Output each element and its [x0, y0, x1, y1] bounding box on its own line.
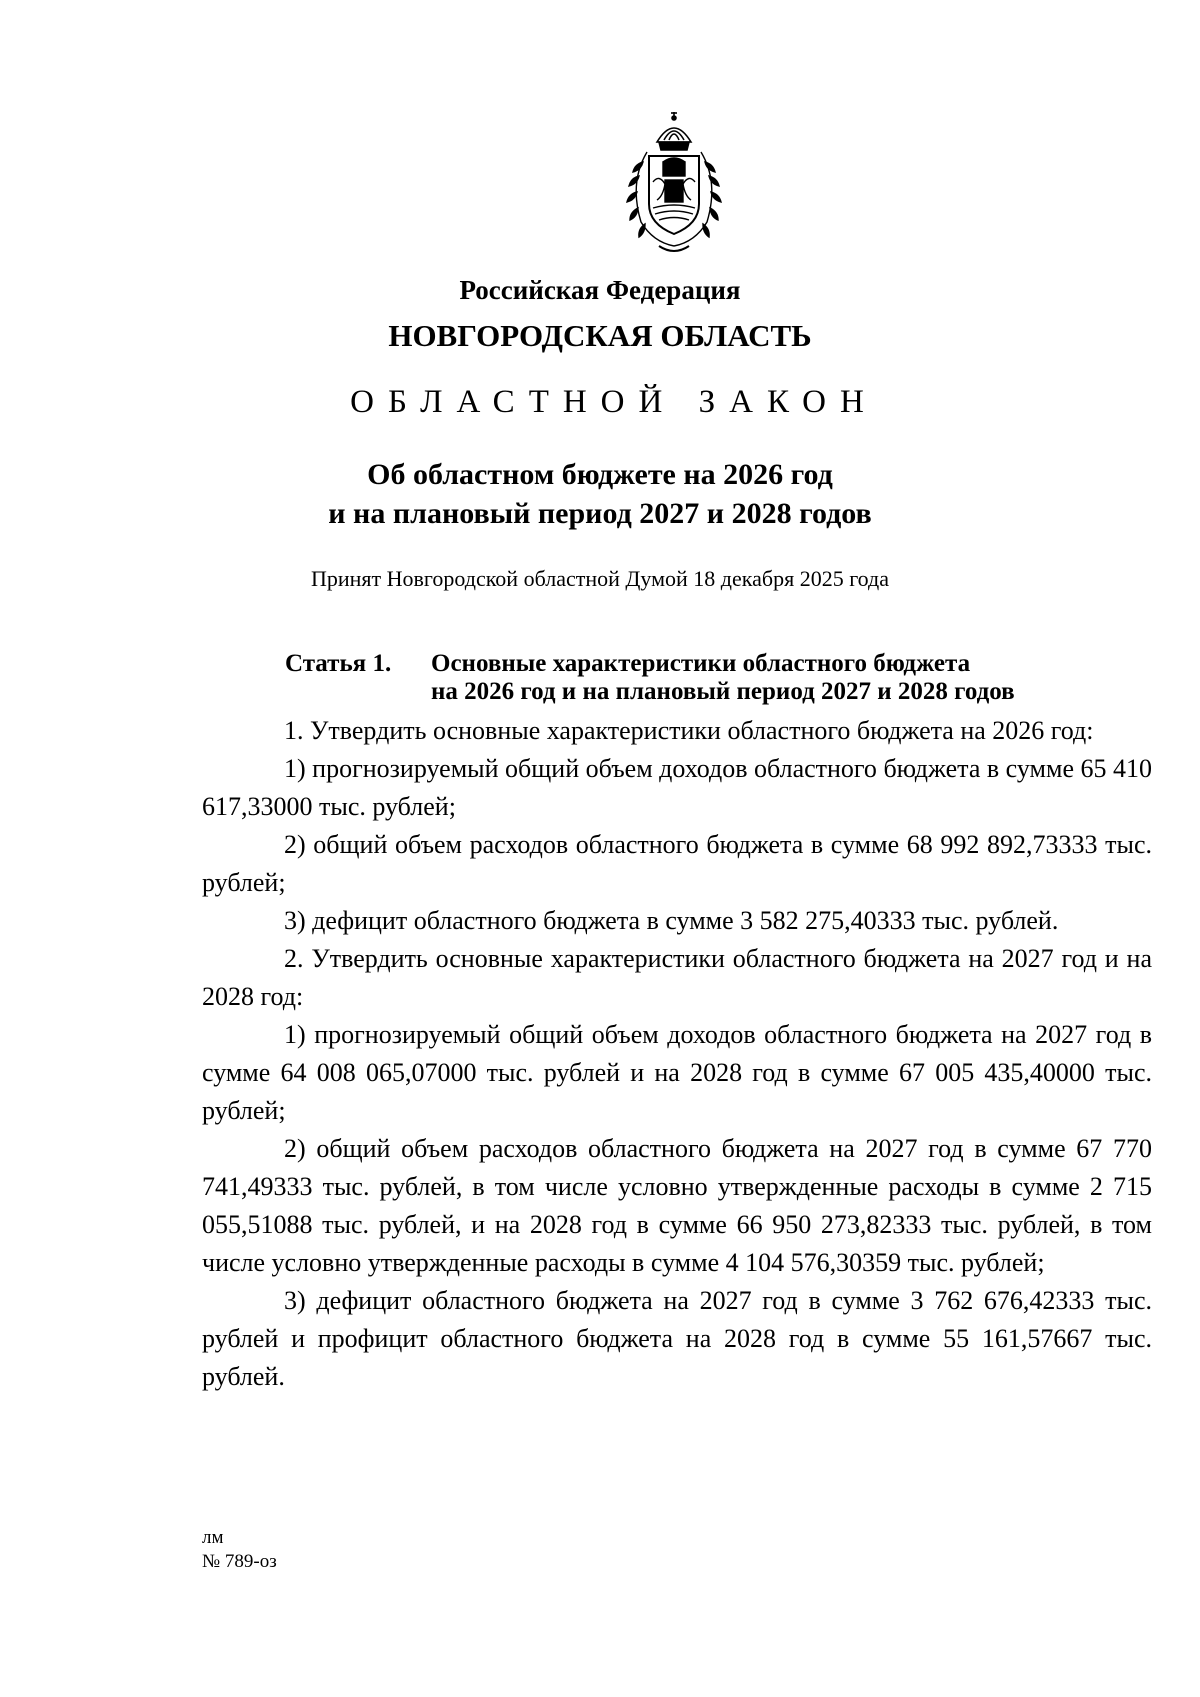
- law-title-line-1: Об областном бюджете на 2026 год: [367, 458, 833, 491]
- region-name: НОВГОРОДСКАЯ ОБЛАСТЬ: [388, 318, 812, 353]
- article-heading: [285, 650, 970, 678]
- novgorod-coat-of-arms-icon: [619, 112, 729, 258]
- paragraph: 3) дефицит областного бюджета на 2027 год в сумме 3 762 676,42333 тыс. рублей и профицит областного бюджета на 2028 год в сумме 55 161,57667 тыс. рублей.: [202, 1286, 1152, 1391]
- article-body: [202, 712, 1152, 1396]
- article-heading-line-1: Основные характеристики областного бюджета: [431, 650, 971, 677]
- document-type: ОБЛАСТНОЙ ЗАКОН: [350, 384, 878, 420]
- paragraph: 1) прогнозируемый общий объем доходов областного бюджета в сумме 65 410 617,33000 тыс. рублей;: [202, 754, 1152, 821]
- paragraph: 2) общий объем расходов областного бюджета на 2027 год в сумме 67 770 741,49333 тыс. рублей, в том числе условно утвержденные расходы в сумме 2 715 055,51088 тыс. рублей, и на 2028 год в сумме 66 950 273,82333 тыс. рублей, в том числе условно утвержденные расходы в сумме 4 104 576,30359 тыс. рублей;: [202, 1134, 1152, 1277]
- paragraph: 2) общий объем расходов областного бюджета в сумме 68 992 892,73333 тыс. рублей;: [202, 830, 1152, 897]
- paragraph: 1. Утвердить основные характеристики областного бюджета на 2026 год:: [284, 716, 1094, 745]
- article-number: Статья 1.: [285, 650, 392, 677]
- law-title-line-2: и на плановый период 2027 и 2028 годов: [328, 497, 872, 530]
- footer-note: [202, 1526, 277, 1574]
- footer-initials: лм: [202, 1527, 224, 1548]
- law-number: № 789-оз: [202, 1551, 277, 1572]
- adoption-note: Принят Новгородской областной Думой 18 декабря 2025 года: [310, 566, 889, 591]
- article-heading-line-2: на 2026 год и на плановый период 2027 и 2028 годов: [431, 678, 1015, 705]
- paragraph: 1) прогнозируемый общий объем доходов областного бюджета на 2027 год в сумме 64 008 065,07000 тыс. рублей и на 2028 год в сумме 67 005 435,40000 тыс. рублей;: [202, 1020, 1152, 1125]
- paragraph: 2. Утвердить основные характеристики областного бюджета на 2027 год и на 2028 год:: [202, 944, 1152, 1011]
- paragraph: 3) дефицит областного бюджета в сумме 3 582 275,40333 тыс. рублей.: [284, 906, 1059, 935]
- country-name: Российская Федерация: [459, 275, 741, 305]
